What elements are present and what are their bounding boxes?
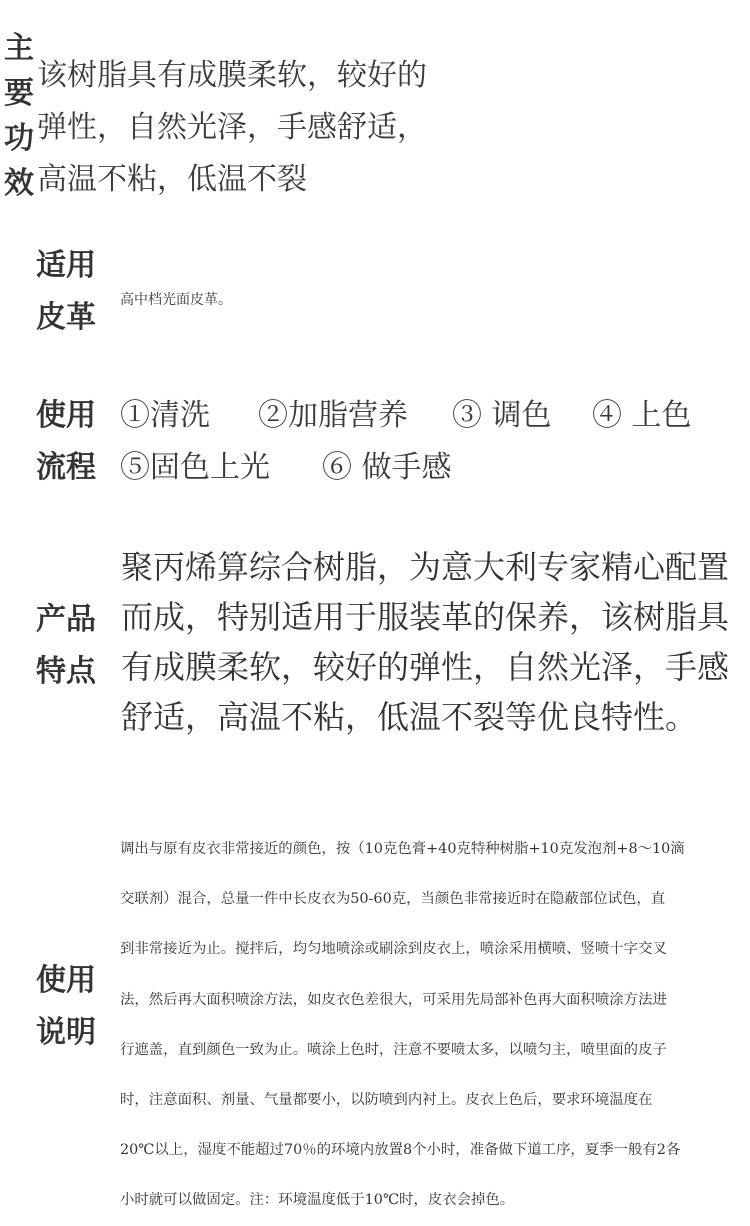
process-step: ④ 上色 [592, 398, 692, 433]
applicable-leather-text: 高中档光面皮革。 [120, 292, 232, 308]
label-line: 产品 [36, 602, 96, 637]
main-effect-label [2, 26, 36, 206]
instructions-text [120, 824, 740, 1226]
instructions-label [36, 955, 96, 1059]
text-line: 舒适，高温不粘，低温不裂等优良特性。 [121, 698, 698, 736]
text-line: 高温不粘，低温不裂 [37, 162, 307, 197]
text-line: 小时就可以做固定。注：环境温度低于10℃时，皮衣会掉色。 [120, 1192, 515, 1209]
process-step: ①清洗 [120, 398, 210, 433]
label-line: 使用 [36, 398, 96, 433]
label-line: 使用 [36, 963, 96, 998]
main-effect-text [37, 50, 477, 206]
usage-process-label [36, 390, 96, 494]
text-line: 调出与原有皮衣非常接近的颜色，按（10克色膏+40克特种树脂+10克发泡剂+8～10滴 [120, 841, 685, 857]
label-line: 流程 [36, 450, 96, 485]
label-line: 说明 [36, 1015, 96, 1050]
label-char: 主 [4, 31, 34, 66]
label-char: 功 [4, 121, 34, 156]
label-line: 适用 [36, 248, 96, 283]
product-features-label [36, 594, 96, 698]
label-line: 特点 [36, 654, 96, 689]
text-line: 交联剂）混合，总量一件中长皮衣为50-60克，当颜色非常接近时在隐蔽部位试色，直 [120, 891, 666, 908]
text-line: 而成，特别适用于服装革的保养，该树脂具 [121, 598, 730, 636]
product-features-text [121, 542, 736, 742]
text-line: 到非常接近为止。搅拌后，均匀地喷涂或刷涂到皮衣上，喷涂采用横喷、竖喷十字交叉 [120, 941, 667, 958]
process-step: ②加脂营养 [258, 398, 408, 433]
text-line: 有成膜柔软，较好的弹性，自然光泽，手感 [121, 648, 730, 686]
text-line: 时，注意面积、剂量、气量都要小，以防喷到内衬上。皮衣上色后，要求环境温度在 [120, 1092, 653, 1109]
text-line: 行遮盖，直到颜色一致为止。喷涂上色时，注意不要喷太多，以喷匀主，喷里面的皮子 [120, 1041, 667, 1058]
text-line: 法，然后再大面积喷涂方法，如皮衣色差很大，可采用先局部补色再大面积喷涂方法进 [120, 991, 667, 1008]
process-step: ③ 调色 [452, 398, 552, 433]
label-char: 要 [4, 76, 34, 111]
text-line: 聚丙烯算综合树脂，为意大利专家精心配置 [121, 548, 730, 586]
label-line: 皮革 [36, 300, 96, 335]
process-step: ⑥ 做手感 [322, 450, 452, 485]
text-line: 该树脂具有成膜柔软，较好的 [37, 58, 427, 93]
process-step: ⑤固色上光 [120, 450, 270, 485]
text-line: 20℃以上，湿度不能超过70％的环境内放置8个小时，准备做下道工序，夏季一般有2各 [120, 1142, 681, 1159]
label-char: 效 [4, 166, 34, 201]
text-line: 弹性，自然光泽，手感舒适， [37, 110, 427, 145]
applicable-leather-label [36, 240, 96, 344]
